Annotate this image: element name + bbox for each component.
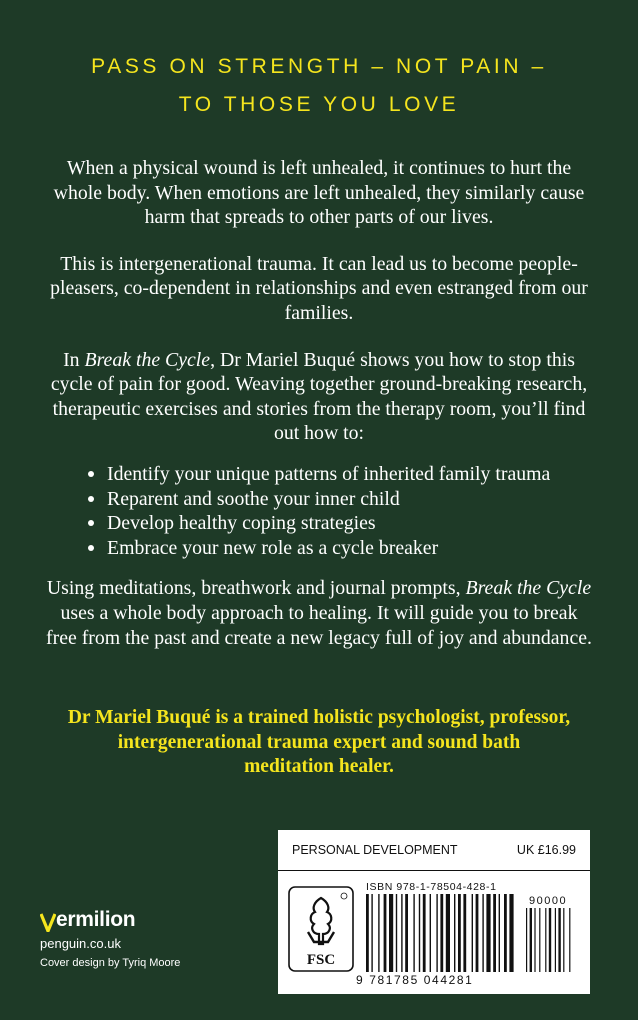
barcode-addon-bar (530, 908, 532, 972)
blurb-paragraph-1: When a physical wound is left unhealed, it continues to hurt the whole body. When emotions are left unhealed, they similarly cause harm that spreads to other parts of our lives. (53, 157, 585, 229)
author-bio-line-2: intergenerational trauma expert and sound bath (117, 731, 521, 753)
barcode-bar (493, 894, 496, 972)
barcode-bar (396, 894, 397, 972)
barcode-bar (458, 894, 461, 972)
barcode-bar (472, 894, 473, 972)
isbn-label: ISBN 978-1-78504-428-1 (366, 881, 497, 893)
barcode-addon-bar (558, 908, 560, 972)
barcode-addon-bar (549, 908, 551, 972)
author-bio-line-1: Dr Mariel Buqué is a trained holistic psychologist, professor, (67, 707, 571, 728)
vermilion-logo (40, 908, 180, 932)
barcode-bar (463, 894, 466, 972)
blurb-paragraph-3: In Break the Cycle, Dr Mariel Buqué shows you how to stop this cycle of pain for good. Weaving together ground-breaking research, therapeutic exercises and stories from the therapy room, you’ll find out how to: (50, 348, 588, 445)
benefit-list (44, 462, 594, 560)
benefit-item: Embrace your new role as a cycle breaker (84, 536, 594, 561)
barcode-bar (482, 894, 483, 972)
barcode-panel (278, 830, 590, 994)
barcode-bar (509, 894, 513, 972)
barcode-bar (454, 894, 455, 972)
barcode-addon-bar (545, 908, 546, 972)
publisher-website: penguin.co.uk (40, 936, 121, 951)
barcode-bar (504, 894, 507, 972)
isbn-digits: 9 781785 044281 (356, 973, 474, 987)
blurb (44, 156, 594, 672)
blurb-paragraph-4: Using meditations, breathwork and journal prompts, Break the Cycle uses a whole body approach to healing. It will guide you to break free from the past and create a new legacy full of joy and abundance. (46, 577, 592, 649)
barcode-bar (499, 894, 500, 972)
book-title: Break the Cycle (84, 348, 211, 371)
price-label: UK £16.99 (516, 843, 576, 857)
barcode-bar (476, 894, 479, 972)
category-label: PERSONAL DEVELOPMENT (292, 843, 458, 857)
author-bio-line-3: meditation healer. (244, 756, 394, 778)
barcode-bar (371, 894, 372, 972)
fsc-label: FSC (306, 952, 336, 968)
vermilion-v-icon (40, 912, 56, 932)
barcode-addon-bar (539, 908, 540, 972)
barcode-addon-bar (526, 908, 527, 972)
publisher-logo (40, 908, 180, 969)
barcode-addon-bar (569, 908, 570, 972)
barcode-addon-bar (555, 908, 556, 972)
cover-credit: Cover design by Tyriq Moore (40, 957, 181, 969)
barcode-addon-bar (534, 908, 535, 972)
barcode-bar (405, 894, 408, 972)
headline-line-1: PASS ON STRENGTH – NOT PAIN – (91, 55, 547, 78)
barcode-bar (366, 894, 369, 972)
benefit-item: Develop healthy coping strategies (84, 511, 594, 536)
addon-code: 90000 (529, 895, 568, 907)
barcode-bar (389, 894, 393, 972)
barcode-addon-bar (563, 908, 564, 972)
barcode-bar (436, 894, 437, 972)
barcode-bar (430, 894, 431, 972)
barcode-bar (440, 894, 443, 972)
barcode-bar (401, 894, 402, 972)
benefit-item: Identify your unique patterns of inherited family trauma (84, 462, 594, 487)
blurb-paragraph-2: This is intergenerational trauma. It can lead us to become people-pleasers, co-dependent in relationships and even estranged from our families. (50, 252, 588, 324)
barcode-panel-header (278, 830, 590, 871)
headline-line-2: TO THOSE YOU LOVE (178, 93, 460, 116)
book-title: Break the Cycle (465, 577, 592, 600)
barcode-bar (446, 894, 450, 972)
barcode-bar (423, 894, 426, 972)
barcode-bar (378, 894, 379, 972)
logo-text: ermilion (56, 908, 136, 931)
barcode-bar (413, 894, 414, 972)
barcode-bar (384, 894, 387, 972)
fsc-logo-icon (288, 886, 354, 972)
author-bio (0, 706, 638, 780)
barcode-bar (486, 894, 490, 972)
benefit-item: Reparent and soothe your inner child (84, 487, 594, 512)
barcode-bar (419, 894, 420, 972)
barcode-icon (366, 894, 578, 974)
headline (0, 48, 638, 124)
